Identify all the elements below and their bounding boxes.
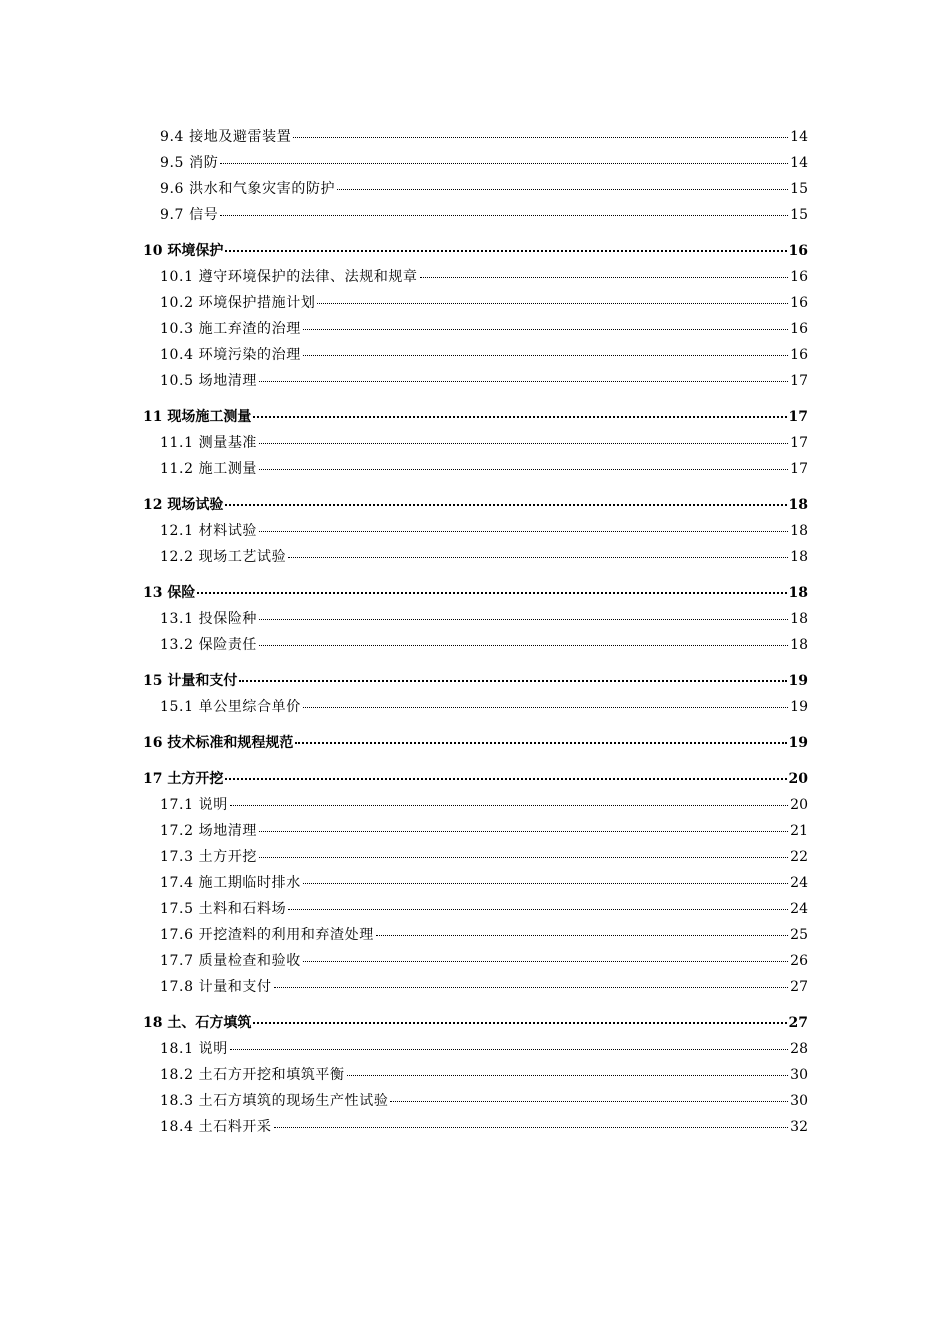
toc-entry-page: 19: [790, 699, 808, 715]
toc-entry[interactable]: [143, 456, 808, 482]
toc-entry-label: 17.5 土料和石料场: [160, 901, 287, 917]
toc-entry-label: 17.1 说明: [160, 797, 228, 813]
toc-section-page: 19: [788, 735, 808, 751]
toc-entry-label: 10.3 施工弃渣的治理: [160, 321, 301, 337]
toc-entry[interactable]: [143, 974, 808, 1000]
toc-leader-dots: [259, 443, 788, 444]
toc-entry-page: 17: [790, 435, 808, 451]
toc-entry-page: 21: [790, 823, 808, 839]
toc-entry[interactable]: [143, 606, 808, 632]
toc-entry[interactable]: [143, 922, 808, 948]
toc-section-label: 13 保险: [143, 585, 196, 601]
toc-entry-label: 10.2 环境保护措施计划: [160, 295, 316, 311]
toc-section-page: 27: [788, 1015, 808, 1031]
toc-entry[interactable]: [143, 518, 808, 544]
toc-entry-label: 9.6 洪水和气象灾害的防护: [160, 181, 336, 197]
toc-leader-dots: [259, 469, 788, 470]
toc-entry-page: 14: [790, 129, 808, 145]
toc-entry[interactable]: [143, 1036, 808, 1062]
toc-entry[interactable]: [143, 818, 808, 844]
toc-entry-label: 17.4 施工期临时排水: [160, 875, 301, 891]
toc-section-label: 10 环境保护: [143, 243, 224, 259]
toc-leader-dots: [220, 163, 788, 164]
toc-leader-dots: [303, 707, 788, 708]
toc-section[interactable]: [143, 720, 808, 756]
toc-leader-dots: [303, 961, 788, 962]
toc-entry-page: 18: [790, 549, 808, 565]
toc-entry-label: 10.1 遵守环境保护的法律、法规和规章: [160, 269, 418, 285]
toc-leader-dots: [253, 416, 786, 418]
toc-section-page: 18: [788, 497, 808, 513]
toc-section[interactable]: [143, 756, 808, 792]
toc-entry-label: 11.1 测量基准: [160, 435, 258, 451]
toc-section[interactable]: [143, 658, 808, 694]
toc-entry[interactable]: [143, 948, 808, 974]
toc-entry[interactable]: [143, 176, 808, 202]
toc-leader-dots: [376, 935, 788, 936]
toc-entry-page: 17: [790, 373, 808, 389]
toc-section[interactable]: [143, 482, 808, 518]
toc-leader-dots: [225, 504, 786, 506]
toc-leader-dots: [420, 277, 789, 278]
toc-leader-dots: [259, 619, 788, 620]
toc-entry-label: 9.4 接地及避雷装置: [160, 129, 292, 145]
toc-entry-page: 18: [790, 611, 808, 627]
toc-entry[interactable]: [143, 150, 808, 176]
toc-entry-label: 18.4 土石料开采: [160, 1119, 272, 1135]
toc-entry-label: 9.7 信号: [160, 207, 219, 223]
toc-entry-page: 24: [790, 875, 808, 891]
toc-entry-label: 9.5 消防: [160, 155, 219, 171]
toc-entry-label: 12.2 现场工艺试验: [160, 549, 287, 565]
toc-leader-dots: [295, 742, 786, 744]
toc-section-label: 11 现场施工测量: [143, 409, 252, 425]
toc-leader-dots: [259, 831, 788, 832]
toc-leader-dots: [225, 778, 786, 780]
toc-entry-label: 15.1 单公里综合单价: [160, 699, 301, 715]
toc-entry[interactable]: [143, 844, 808, 870]
toc-entry-label: 17.6 开挖渣料的利用和弃渣处理: [160, 927, 374, 943]
toc-entry-page: 15: [790, 207, 808, 223]
toc-section-label: 17 土方开挖: [143, 771, 224, 787]
toc-leader-dots: [197, 592, 786, 594]
toc-entry[interactable]: [143, 316, 808, 342]
toc-entry[interactable]: [143, 430, 808, 456]
toc-entry-page: 28: [790, 1041, 808, 1057]
toc-entry-label: 10.5 场地清理: [160, 373, 258, 389]
toc-entry[interactable]: [143, 342, 808, 368]
toc-entry-label: 13.2 保险责任: [160, 637, 258, 653]
toc-leader-dots: [220, 215, 788, 216]
toc-entry[interactable]: [143, 124, 808, 150]
toc-entry-page: 27: [790, 979, 808, 995]
toc-leader-dots: [303, 329, 788, 330]
toc-entry-label: 10.4 环境污染的治理: [160, 347, 301, 363]
toc-section-page: 18: [788, 585, 808, 601]
toc-entry[interactable]: [143, 544, 808, 570]
toc-entry-page: 22: [790, 849, 808, 865]
toc-entry-page: 30: [790, 1093, 808, 1109]
toc-entry[interactable]: [143, 202, 808, 228]
toc-entry[interactable]: [143, 1114, 808, 1140]
toc-entry[interactable]: [143, 792, 808, 818]
toc-leader-dots: [288, 557, 788, 558]
toc-leader-dots: [317, 303, 788, 304]
toc-entry-page: 25: [790, 927, 808, 943]
toc-entry[interactable]: [143, 632, 808, 658]
toc-entry-page: 20: [790, 797, 808, 813]
toc-entry-page: 17: [790, 461, 808, 477]
toc-leader-dots: [259, 857, 788, 858]
toc-entry[interactable]: [143, 290, 808, 316]
toc-leader-dots: [259, 531, 788, 532]
toc-section[interactable]: [143, 570, 808, 606]
toc-entry-page: 18: [790, 637, 808, 653]
toc-entry-page: 15: [790, 181, 808, 197]
toc-section-label: 18 土、石方填筑: [143, 1015, 252, 1031]
toc-leader-dots: [288, 909, 788, 910]
toc-section[interactable]: [143, 228, 808, 264]
toc-entry-page: 26: [790, 953, 808, 969]
toc-section-page: 16: [788, 243, 808, 259]
toc-entry-page: 30: [790, 1067, 808, 1083]
toc-entry[interactable]: [143, 694, 808, 720]
toc-section-page: 19: [788, 673, 808, 689]
toc-entry-label: 12.1 材料试验: [160, 523, 258, 539]
toc-leader-dots: [337, 189, 788, 190]
toc-section[interactable]: [143, 1000, 808, 1036]
toc-leader-dots: [274, 987, 789, 988]
toc-entry-page: 16: [790, 269, 808, 285]
toc-leader-dots: [225, 250, 786, 252]
toc-entry-page: 16: [790, 321, 808, 337]
toc-leader-dots: [230, 805, 788, 806]
toc-entry-label: 17.7 质量检查和验收: [160, 953, 301, 969]
toc-leader-dots: [259, 645, 788, 646]
toc-entry-label: 17.2 场地清理: [160, 823, 258, 839]
toc-entry-page: 24: [790, 901, 808, 917]
toc-section-page: 20: [788, 771, 808, 787]
toc-entry[interactable]: [143, 368, 808, 394]
toc-leader-dots: [230, 1049, 788, 1050]
toc-leader-dots: [274, 1127, 789, 1128]
toc-entry-label: 17.8 计量和支付: [160, 979, 272, 995]
toc-entry-label: 18.3 土石方填筑的现场生产性试验: [160, 1093, 389, 1109]
toc-leader-dots: [303, 883, 788, 884]
toc-entry-label: 11.2 施工测量: [160, 461, 258, 477]
toc-entry[interactable]: [143, 264, 808, 290]
toc-leader-dots: [239, 680, 786, 682]
toc-entry-page: 16: [790, 347, 808, 363]
toc-section[interactable]: [143, 394, 808, 430]
toc-section-label: 15 计量和支付: [143, 673, 238, 689]
toc-leader-dots: [390, 1101, 788, 1102]
toc-entry-label: 17.3 土方开挖: [160, 849, 258, 865]
toc-leader-dots: [259, 381, 788, 382]
table-of-contents: [143, 124, 808, 1140]
toc-entry-page: 16: [790, 295, 808, 311]
toc-section-label: 12 现场试验: [143, 497, 224, 513]
toc-entry-label: 13.1 投保险种: [160, 611, 258, 627]
toc-section-page: 17: [788, 409, 808, 425]
toc-section-label: 16 技术标准和规程规范: [143, 735, 294, 751]
toc-leader-dots: [293, 137, 788, 138]
toc-entry[interactable]: [143, 1088, 808, 1114]
toc-entry-page: 32: [790, 1119, 808, 1135]
toc-entry-label: 18.1 说明: [160, 1041, 228, 1057]
toc-entry-page: 14: [790, 155, 808, 171]
toc-entry[interactable]: [143, 870, 808, 896]
toc-entry-label: 18.2 土石方开挖和填筑平衡: [160, 1067, 345, 1083]
toc-leader-dots: [347, 1075, 789, 1076]
toc-leader-dots: [253, 1022, 786, 1024]
toc-entry-page: 18: [790, 523, 808, 539]
toc-entry[interactable]: [143, 896, 808, 922]
toc-entry[interactable]: [143, 1062, 808, 1088]
toc-leader-dots: [303, 355, 788, 356]
